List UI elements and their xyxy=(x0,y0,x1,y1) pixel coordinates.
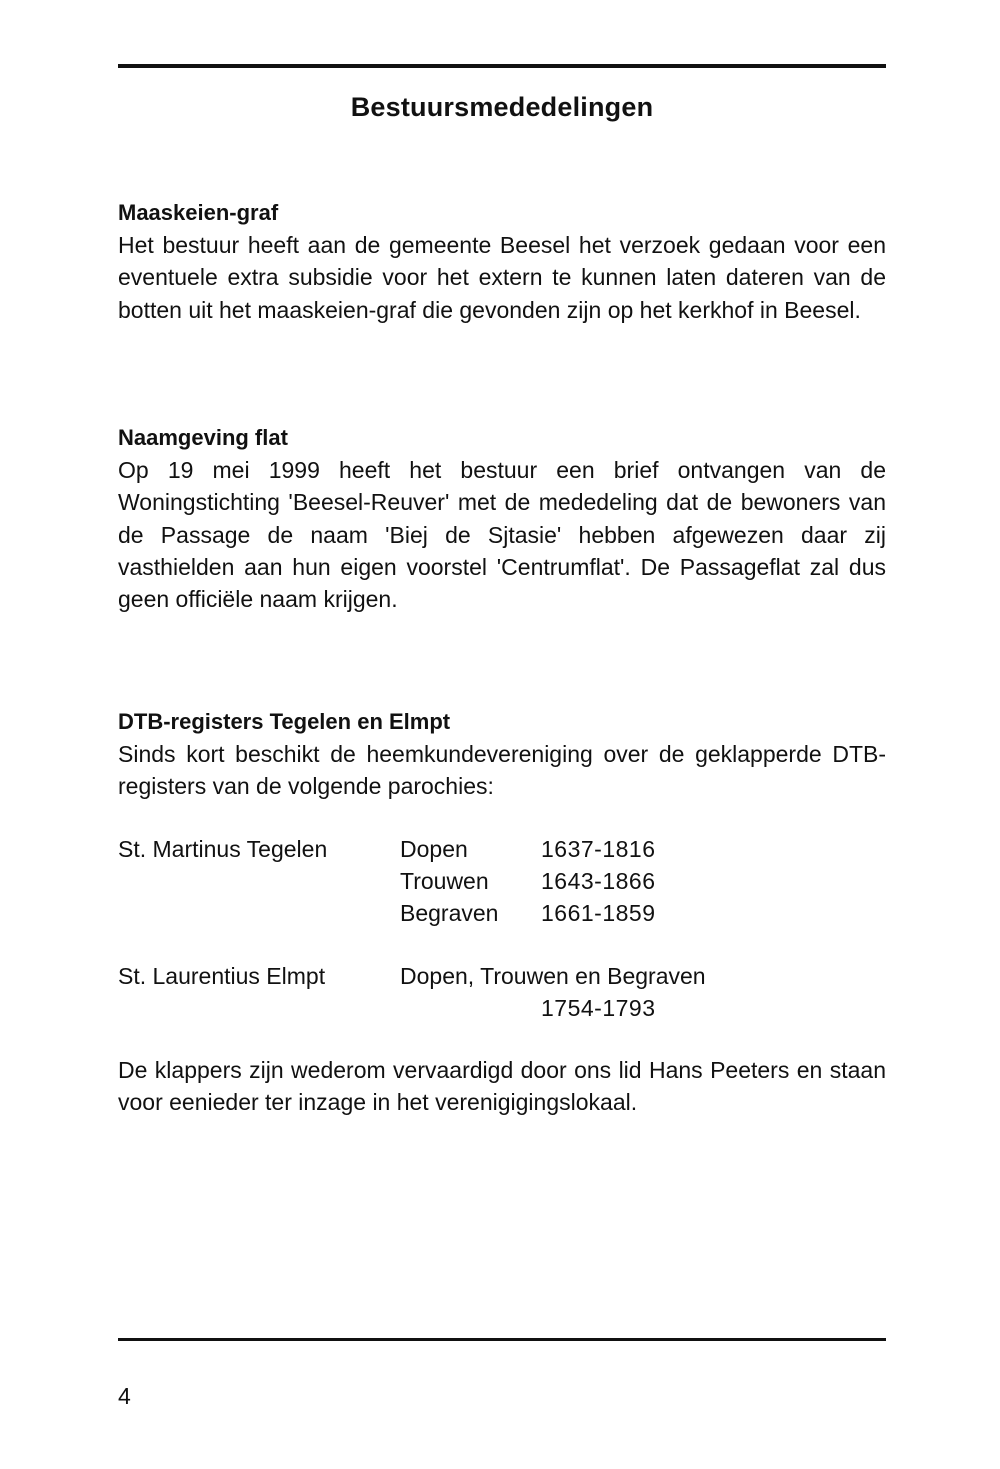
closing-text: De klappers zijn wederom vervaardigd door ons lid Hans Peeters en staan voor eenieder ter inzage in het verenigigingslokaal. xyxy=(118,1057,886,1116)
top-rule xyxy=(118,64,886,68)
register-parish: St. Martinus Tegelen xyxy=(118,836,328,862)
page-number: 4 xyxy=(118,1383,131,1409)
section-naamgeving-flat xyxy=(118,422,886,615)
register-elmpt xyxy=(118,960,886,1030)
register-years: 1637-1816 xyxy=(541,836,656,862)
register-years: 1754-1793 xyxy=(541,995,656,1021)
register-kind: Trouwen xyxy=(400,868,489,894)
register-years: 1661-1859 xyxy=(541,900,656,926)
register-years: 1643-1866 xyxy=(541,868,656,894)
section-maaskeien-graf xyxy=(118,197,886,326)
section-heading: Maaskeien-graf xyxy=(118,200,279,225)
closing-paragraph xyxy=(118,1054,886,1119)
register-kind: Begraven xyxy=(400,900,499,926)
section-body: Op 19 mei 1999 heeft het bestuur een brief ontvangen van de Woningstichting 'Beesel-Reuver' met de mededeling dat de bewoners van de Passage de naam 'Biej de Sjtasie' hebben afgewezen daar zij vasthielden aan hun eigen voorstel 'Centrumflat'. De Passageflat zal dus geen officiële naam krijgen. xyxy=(118,457,886,613)
section-heading: DTB-registers Tegelen en Elmpt xyxy=(118,709,451,734)
section-heading: Naamgeving flat xyxy=(118,425,288,450)
section-body: Het bestuur heeft aan de gemeente Beesel het verzoek gedaan voor een eventuele extra subsidie voor het extern te kunnen laten dateren van de botten uit het maaskeien-graf die gevonden zijn op het kerkhof in Beesel. xyxy=(118,232,886,323)
page-title: Bestuursmededelingen xyxy=(350,92,654,122)
register-kind: Dopen, Trouwen en Begraven xyxy=(400,963,706,989)
section-dtb-registers xyxy=(118,706,886,803)
bottom-rule xyxy=(118,1338,886,1341)
section-body: Sinds kort beschikt de heemkundevereniging over de geklapperde DTB-registers van de volgende parochies: xyxy=(118,741,886,800)
register-parish: St. Laurentius Elmpt xyxy=(118,963,326,989)
register-tegelen xyxy=(118,833,886,933)
register-kind: Dopen xyxy=(400,836,468,862)
